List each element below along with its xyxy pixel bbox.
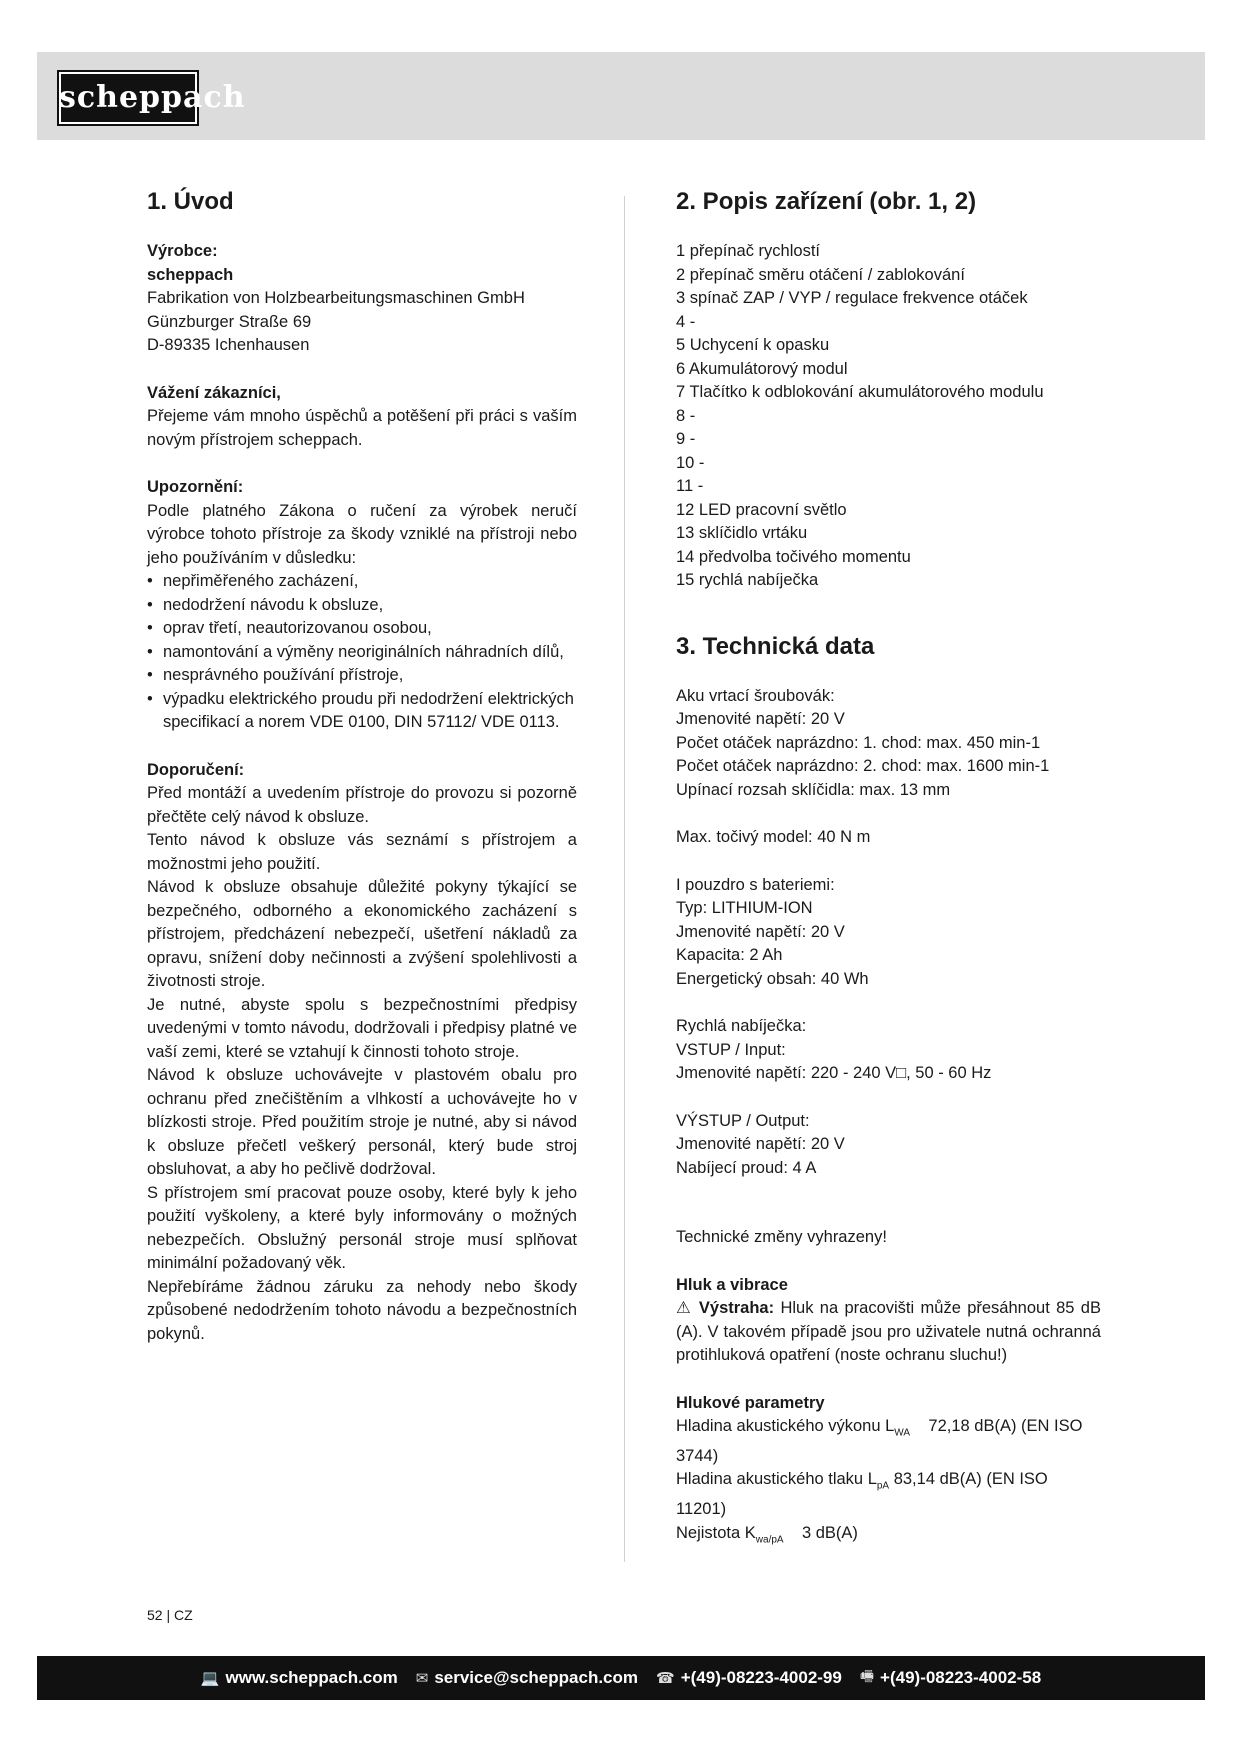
phone-icon: ☎ [656, 1670, 675, 1687]
spec-line: Počet otáček naprázdno: 2. chod: max. 1600 min-1 [676, 757, 1050, 775]
noise-title: Hluk a vibrace [676, 1275, 788, 1294]
noise-params-title: Hlukové parametry [676, 1393, 825, 1412]
spec-line: I pouzdro s bateriemi: [676, 875, 835, 894]
list-item: • oprav třetí, neautorizovanou osobou, [147, 617, 577, 641]
list-item: 7 Tlačítko k odblokování akumulátorového modulu [676, 383, 1044, 401]
list-item: • výpadku elektrického proudu při nedodržení elektrických specifikací a norem VDE 0100, DIN 57112/ VDE 0113. [147, 688, 577, 735]
param-value: 3 dB(A) [801, 1523, 858, 1542]
param-subscript: wa/pA [755, 1533, 784, 1545]
param-label: Nejistota K [676, 1523, 756, 1542]
list-item: 12 LED pracovní světlo [676, 500, 847, 519]
warning-label: Výstraha: [698, 1299, 775, 1317]
spec-line: Typ: LITHIUM-ION [676, 899, 813, 917]
recommendation-paragraph: Před montáží a uvedením přístroje do provozu si pozorně přečtěte celý návod k obsluze. [147, 784, 577, 826]
spec-line: Jmenovité napětí: 20 V [676, 922, 845, 941]
param-value: 83,14 dB(A) (EN ISO 11201) [676, 1470, 1048, 1519]
footer-email[interactable] [416, 1668, 638, 1688]
column-divider [624, 196, 625, 1562]
param-value: 72,18 dB(A) (EN ISO 3744) [676, 1417, 1083, 1465]
list-item: 3 spínač ZAP / VYP / regulace frekvence otáček [676, 289, 1028, 307]
spec-line: Energetický obsah: 40 Wh [676, 969, 869, 988]
list-item: 5 Uchycení k opasku [676, 336, 830, 354]
list-item: • nedodržení návodu k obsluze, [147, 594, 577, 618]
warning-paragraph [676, 1297, 1101, 1368]
spec-line: Upínací rozsah sklíčidla: max. 13 mm [676, 780, 951, 799]
spec-line: Aku vrtací šroubovák: [676, 686, 835, 705]
spec-line: VSTUP / Input: [676, 1040, 786, 1059]
list-item: 10 - [676, 453, 705, 472]
spec-line: VÝSTUP / Output: [676, 1111, 810, 1130]
spec-line: Jmenovité napětí: 20 V [676, 710, 845, 728]
spec-line: Nabíjecí proud: 4 A [676, 1158, 817, 1177]
list-item: • namontování a výměny neoriginálních náhradních dílů, [147, 641, 577, 665]
recommendation-label: Doporučení: [147, 760, 245, 779]
list-item: • nesprávného používání přístroje, [147, 664, 577, 688]
recommendation-paragraph: Tento návod k obsluze vás seznámí s přístrojem a možnostmi jeho použití. [147, 831, 577, 873]
spec-line: Jmenovité napětí: 20 V [676, 1135, 845, 1153]
footer-website[interactable] [201, 1668, 398, 1688]
param-label: Hladina akustického tlaku L [676, 1470, 877, 1489]
manufacturer-line: Günzburger Straße 69 [147, 312, 312, 331]
changes-note: Technické změny vyhrazeny! [676, 1228, 887, 1246]
list-item: 13 sklíčidlo vrtáku [676, 524, 808, 542]
list-item: 4 - [676, 312, 696, 331]
section-title-description: 2. Popis zařízení (obr. 1, 2) [676, 188, 977, 215]
list-item: • nepřiměřeného zacházení, [147, 570, 577, 594]
section-title-intro: 1. Úvod [147, 188, 234, 215]
param-subscript: pA [876, 1480, 890, 1492]
footer-bar [37, 1656, 1205, 1700]
email-link[interactable]: service@scheppach.com [434, 1668, 639, 1687]
noise-param [676, 1468, 1101, 1521]
recommendation-paragraph: Návod k obsluze uchovávejte v plastovém obalu pro ochranu před znečištěním a vlhkostí a uchovávejte ho v blízkosti stroje. Před použitím stroje je nutné, aby si návod k obsluze přečetl veškerý personál, který bude stroj obsluhovat, a aby ho pečlivě dodržoval. [147, 1066, 577, 1178]
manufacturer-name: scheppach [147, 265, 234, 284]
spec-line: Rychlá nabíječka: [676, 1017, 807, 1035]
list-item: 2 přepínač směru otáčení / zablokování [676, 265, 965, 284]
website-link[interactable]: www.scheppach.com [225, 1668, 398, 1687]
customers-text: Přejeme vám mnoho úspěchů a potěšení při práci s vaším novým přístrojem scheppach. [147, 407, 577, 449]
warning-icon: ⚠ [676, 1299, 693, 1317]
param-label: Hladina akustického výkonu L [676, 1417, 895, 1435]
warning-text: Hluk na pracovišti může přesáhnout 85 dB (A). V takovém případě jsou pro uživatele nutná ochranná protihluková opatření (noste ochranu sluchu!) [676, 1299, 1101, 1364]
manufacturer-line: Fabrikation von Holzbearbeitungsmaschinen GmbH [147, 289, 525, 307]
footer-fax [860, 1666, 1041, 1691]
spec-line: Jmenovité napětí: 220 - 240 V□, 50 - 60 Hz [676, 1064, 992, 1082]
recommendation-paragraph: Návod k obsluze obsahuje důležité pokyny týkající se bezpečného, odborného a ekonomického zacházení s přístrojem, předcházení nebezpečí, ušetření nákladů za opravu, snížení doby nečinnosti a zvýšení spolehlivosti a životnosti stroje. [147, 878, 577, 990]
noise-param [676, 1415, 1101, 1468]
fax-number: +(49)-08223-4002-58 [880, 1668, 1042, 1687]
footer-phone [656, 1668, 842, 1688]
manufacturer-label: Výrobce: [147, 242, 218, 260]
fax-icon: 🖷 [859, 1667, 875, 1685]
right-column [676, 188, 1101, 1551]
header-band [37, 52, 1205, 140]
list-item: 14 předvolba točivého momentu [676, 547, 911, 566]
recommendation-paragraph: Je nutné, abyste spolu s bezpečnostními předpisy uvedenými v tomto návodu, dodržovali i předpisy platné ve vaší zemi, které se vztahují k činnosti tohoto stroje. [147, 995, 577, 1061]
page-number: 52 | CZ [147, 1607, 193, 1623]
spec-line: Počet otáček naprázdno: 1. chod: max. 450 min-1 [676, 733, 1041, 752]
list-item: 6 Akumulátorový modul [676, 359, 848, 378]
left-column [147, 188, 577, 1346]
recommendation-paragraph: S přístrojem smí pracovat pouze osoby, které byly k jeho použití vyškoleny, a které byly informovány o možných nebezpečích. Obslužný personál stroje musí splňovat minimální požadovaný věk. [147, 1183, 577, 1272]
spec-line: Kapacita: 2 Ah [676, 946, 783, 964]
computer-icon: 💻 [200, 1670, 220, 1687]
noise-param [676, 1522, 1101, 1552]
list-item: 15 rychlá nabíječka [676, 571, 819, 589]
spec-line: Max. točivý model: 40 N m [676, 828, 871, 846]
notice-list [147, 570, 577, 735]
manufacturer-line: D-89335 Ichenhausen [147, 336, 310, 354]
notice-label: Upozornění: [147, 478, 244, 496]
scheppach-logo: scheppach [57, 70, 199, 126]
param-subscript: WA [894, 1427, 911, 1439]
customers-label: Vážení zákazníci, [147, 383, 281, 402]
list-item: 8 - [676, 406, 696, 425]
list-item: 1 přepínač rychlostí [676, 242, 820, 260]
mail-icon: ✉ [415, 1670, 429, 1687]
recommendation-paragraph: Nepřebíráme žádnou záruku za nehody nebo škody způsobené nedodržením tohoto návodu a bezpečnostních pokynů. [147, 1277, 577, 1343]
notice-text: Podle platného Zákona o ručení za výrobek neručí výrobce tohoto přístroje za škody vzniklé na přístroji nebo jeho používáním v důsledku: [147, 501, 577, 567]
list-item: 9 - [676, 430, 696, 448]
section-title-technical-data: 3. Technická data [676, 632, 875, 660]
parts-list [676, 240, 1101, 593]
phone-number: +(49)-08223-4002-99 [680, 1668, 842, 1687]
list-item: 11 - [676, 477, 704, 495]
